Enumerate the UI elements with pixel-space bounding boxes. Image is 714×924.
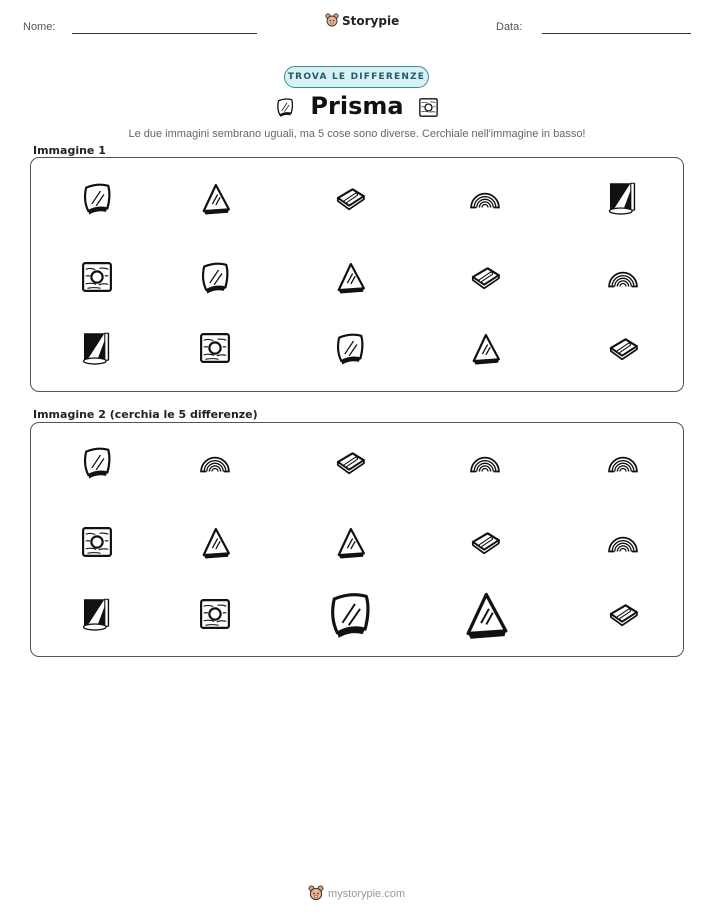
bar-icon [588, 579, 658, 649]
light-square-icon [62, 579, 132, 649]
date-field-line[interactable] [542, 33, 691, 34]
date-label: Data: [496, 21, 523, 33]
panel-1-label: Immagine 1 [33, 144, 106, 157]
bar-icon [315, 163, 385, 233]
bar-icon [315, 427, 385, 497]
panel2-item-framed-circle[interactable] [62, 507, 132, 577]
footer [308, 885, 405, 903]
panel2-item-framed-circle[interactable] [180, 579, 250, 649]
name-label: Nome: [23, 21, 56, 33]
panel1-item-light-square[interactable] [62, 313, 132, 383]
triangle-icon [315, 507, 385, 577]
tile-icon [180, 242, 250, 312]
bar-icon [450, 242, 520, 312]
triangle-icon [315, 242, 385, 312]
rainbow-icon [180, 427, 250, 497]
light-square-icon [588, 163, 658, 233]
panel2-item-bar[interactable] [315, 427, 385, 497]
light-square-icon [62, 313, 132, 383]
tile-icon [315, 313, 385, 383]
panel1-item-rainbow[interactable] [450, 163, 520, 233]
panel2-item-rainbow[interactable] [588, 507, 658, 577]
panel2-item-triangle[interactable] [450, 579, 520, 649]
bar-icon [450, 507, 520, 577]
panel1-item-triangle[interactable] [450, 313, 520, 383]
framed-circle-icon [415, 94, 442, 121]
page-title: Prisma [310, 92, 404, 120]
triangle-icon [180, 507, 250, 577]
panel2-item-rainbow[interactable] [450, 427, 520, 497]
triangle-icon [450, 313, 520, 383]
rainbow-icon [588, 242, 658, 312]
tile-icon [62, 427, 132, 497]
panel2-item-tile[interactable] [315, 579, 385, 649]
triangle-icon [180, 163, 250, 233]
panel1-item-framed-circle[interactable] [180, 313, 250, 383]
framed-circle-icon [62, 242, 132, 312]
panel1-item-bar[interactable] [588, 313, 658, 383]
rainbow-icon [588, 507, 658, 577]
framed-circle-icon [180, 579, 250, 649]
panel1-item-tile[interactable] [62, 163, 132, 233]
bar-icon [588, 313, 658, 383]
panel1-item-triangle[interactable] [180, 163, 250, 233]
footer-url: mystorypie.com [328, 888, 406, 900]
panel1-item-triangle[interactable] [315, 242, 385, 312]
rainbow-icon [450, 163, 520, 233]
panel2-item-bar[interactable] [450, 507, 520, 577]
instructions-text: Le due immagini sembrano uguali, ma 5 cose sono diverse. Cerchiale nell'immagine in basso! [128, 128, 586, 140]
panel2-item-triangle[interactable] [180, 507, 250, 577]
activity-badge: TROVA LE DIFFERENZE [284, 66, 429, 88]
panel-2-label: Immagine 2 (cerchia le 5 differenze) [33, 408, 258, 421]
panel1-item-light-square[interactable] [588, 163, 658, 233]
bear-mascot-icon [325, 13, 339, 29]
panel1-item-bar[interactable] [315, 163, 385, 233]
framed-circle-icon [180, 313, 250, 383]
panel1-item-tile[interactable] [180, 242, 250, 312]
tile-icon [315, 579, 385, 649]
bear-mascot-icon [308, 885, 324, 903]
panel1-item-tile[interactable] [315, 313, 385, 383]
framed-circle-icon [62, 507, 132, 577]
panel2-item-rainbow[interactable] [180, 427, 250, 497]
panel1-item-bar[interactable] [450, 242, 520, 312]
panel2-item-triangle[interactable] [315, 507, 385, 577]
brand-logo [325, 13, 399, 29]
brand-name: Storypie [342, 14, 400, 28]
triangle-icon [450, 579, 520, 649]
panel2-item-light-square[interactable] [62, 579, 132, 649]
tile-icon [272, 94, 298, 120]
name-field-line[interactable] [72, 33, 257, 34]
rainbow-icon [450, 427, 520, 497]
panel2-item-bar[interactable] [588, 579, 658, 649]
tile-icon [62, 163, 132, 233]
panel2-item-rainbow[interactable] [588, 427, 658, 497]
panel1-item-framed-circle[interactable] [62, 242, 132, 312]
rainbow-icon [588, 427, 658, 497]
panel1-item-rainbow[interactable] [588, 242, 658, 312]
panel2-item-tile[interactable] [62, 427, 132, 497]
